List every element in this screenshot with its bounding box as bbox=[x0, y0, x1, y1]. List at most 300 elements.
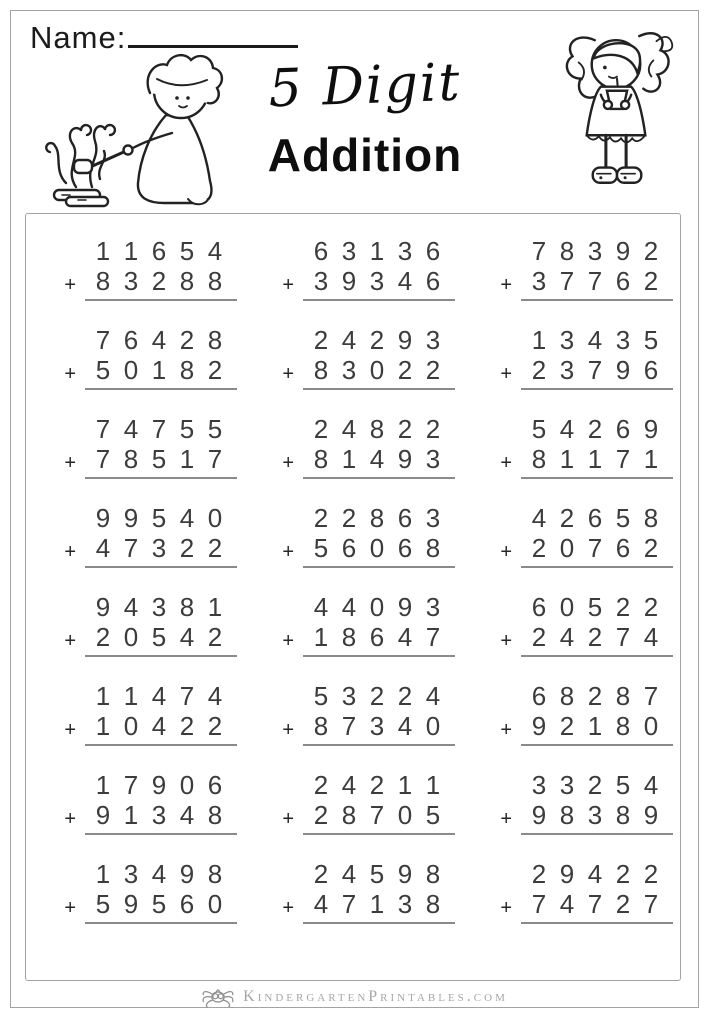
bottom-row bbox=[489, 800, 673, 835]
addition-problem bbox=[489, 770, 673, 835]
digit: 1 bbox=[425, 770, 441, 800]
digit: 3 bbox=[369, 711, 385, 741]
digit: 9 bbox=[397, 859, 413, 889]
plus-sign: + bbox=[282, 540, 294, 563]
digit: 2 bbox=[559, 711, 575, 741]
digit: 7 bbox=[643, 889, 659, 919]
digit: 9 bbox=[95, 592, 111, 622]
digit: 0 bbox=[207, 503, 223, 533]
digit: 9 bbox=[397, 325, 413, 355]
digit: 9 bbox=[95, 503, 111, 533]
digit: 2 bbox=[179, 533, 195, 563]
digit: 2 bbox=[397, 414, 413, 444]
digit: 4 bbox=[313, 889, 329, 919]
digit: 4 bbox=[151, 859, 167, 889]
addition-problem bbox=[489, 325, 673, 390]
bottom-addend bbox=[521, 889, 673, 924]
bottom-addend bbox=[303, 444, 455, 479]
digit: 9 bbox=[95, 800, 111, 830]
digit: 1 bbox=[123, 681, 139, 711]
digit: 4 bbox=[341, 770, 357, 800]
digit: 2 bbox=[643, 592, 659, 622]
digit: 2 bbox=[425, 414, 441, 444]
bottom-addend bbox=[303, 266, 455, 301]
digit: 6 bbox=[425, 266, 441, 296]
digit: 7 bbox=[615, 444, 631, 474]
plus-sign: + bbox=[64, 273, 76, 296]
bottom-addend bbox=[85, 622, 237, 657]
digit: 2 bbox=[615, 592, 631, 622]
digit: 2 bbox=[643, 533, 659, 563]
plus-sign: + bbox=[500, 540, 512, 563]
top-addend bbox=[53, 770, 237, 800]
digit: 2 bbox=[313, 414, 329, 444]
addition-problem bbox=[489, 236, 673, 301]
digit: 1 bbox=[397, 770, 413, 800]
digit: 7 bbox=[587, 355, 603, 385]
digit: 2 bbox=[369, 770, 385, 800]
digit: 6 bbox=[531, 681, 547, 711]
digit: 3 bbox=[425, 325, 441, 355]
digit: 8 bbox=[615, 711, 631, 741]
digit: 5 bbox=[95, 889, 111, 919]
digit: 2 bbox=[587, 681, 603, 711]
digit: 8 bbox=[615, 800, 631, 830]
digit: 0 bbox=[559, 592, 575, 622]
addition-problem bbox=[53, 325, 237, 390]
bottom-row bbox=[271, 444, 455, 479]
digit: 3 bbox=[151, 533, 167, 563]
digit: 4 bbox=[587, 325, 603, 355]
digit: 3 bbox=[615, 325, 631, 355]
plus-sign: + bbox=[282, 629, 294, 652]
digit: 9 bbox=[559, 859, 575, 889]
digit: 4 bbox=[559, 889, 575, 919]
digit: 3 bbox=[559, 770, 575, 800]
digit: 1 bbox=[587, 444, 603, 474]
plus-sign: + bbox=[500, 273, 512, 296]
digit: 0 bbox=[397, 800, 413, 830]
digit: 8 bbox=[341, 800, 357, 830]
digit: 0 bbox=[643, 711, 659, 741]
addition-problem bbox=[271, 414, 455, 479]
digit: 2 bbox=[369, 325, 385, 355]
bottom-addend bbox=[85, 355, 237, 390]
bottom-row bbox=[271, 711, 455, 746]
plus-sign: + bbox=[64, 718, 76, 741]
digit: 4 bbox=[643, 770, 659, 800]
digit: 8 bbox=[559, 681, 575, 711]
digit: 5 bbox=[151, 444, 167, 474]
digit: 4 bbox=[207, 236, 223, 266]
addition-problem bbox=[271, 503, 455, 568]
digit: 2 bbox=[313, 503, 329, 533]
digit: 1 bbox=[95, 236, 111, 266]
digit: 2 bbox=[587, 770, 603, 800]
digit: 4 bbox=[151, 711, 167, 741]
bottom-addend bbox=[85, 533, 237, 568]
digit: 9 bbox=[643, 414, 659, 444]
top-addend bbox=[53, 859, 237, 889]
digit: 1 bbox=[95, 711, 111, 741]
top-addend bbox=[271, 592, 455, 622]
digit: 1 bbox=[95, 859, 111, 889]
digit: 2 bbox=[313, 770, 329, 800]
digit: 7 bbox=[123, 770, 139, 800]
digit: 4 bbox=[397, 266, 413, 296]
digit: 1 bbox=[151, 355, 167, 385]
digit: 3 bbox=[587, 236, 603, 266]
digit: 2 bbox=[397, 681, 413, 711]
digit: 5 bbox=[313, 533, 329, 563]
addition-problem bbox=[271, 592, 455, 657]
digit: 5 bbox=[369, 859, 385, 889]
digit: 1 bbox=[313, 622, 329, 652]
digit: 5 bbox=[151, 503, 167, 533]
digit: 6 bbox=[369, 622, 385, 652]
digit: 8 bbox=[95, 266, 111, 296]
digit: 8 bbox=[531, 444, 547, 474]
digit: 4 bbox=[179, 503, 195, 533]
digit: 0 bbox=[559, 533, 575, 563]
bottom-row bbox=[271, 533, 455, 568]
digit: 5 bbox=[95, 355, 111, 385]
bottom-addend bbox=[85, 266, 237, 301]
digit: 7 bbox=[643, 681, 659, 711]
spider-icon bbox=[201, 985, 235, 1009]
digit: 9 bbox=[123, 503, 139, 533]
digit: 2 bbox=[643, 236, 659, 266]
bottom-row bbox=[489, 889, 673, 924]
digit: 3 bbox=[397, 236, 413, 266]
bottom-addend bbox=[521, 711, 673, 746]
digit: 9 bbox=[341, 266, 357, 296]
digit: 5 bbox=[207, 414, 223, 444]
digit: 4 bbox=[397, 711, 413, 741]
digit: 9 bbox=[397, 444, 413, 474]
digit: 8 bbox=[341, 622, 357, 652]
digit: 4 bbox=[643, 622, 659, 652]
top-addend bbox=[489, 236, 673, 266]
digit: 3 bbox=[151, 592, 167, 622]
digit: 5 bbox=[179, 236, 195, 266]
digit: 8 bbox=[559, 800, 575, 830]
digit: 2 bbox=[615, 859, 631, 889]
digit: 4 bbox=[341, 859, 357, 889]
bottom-row bbox=[489, 622, 673, 657]
bottom-addend bbox=[85, 444, 237, 479]
digit: 2 bbox=[531, 533, 547, 563]
digit: 5 bbox=[179, 414, 195, 444]
top-addend bbox=[489, 859, 673, 889]
digit: 6 bbox=[179, 889, 195, 919]
digit: 8 bbox=[179, 266, 195, 296]
digit: 4 bbox=[207, 681, 223, 711]
plus-sign: + bbox=[500, 718, 512, 741]
bottom-row bbox=[53, 622, 237, 657]
bottom-addend bbox=[521, 266, 673, 301]
digit: 4 bbox=[151, 325, 167, 355]
bottom-addend bbox=[303, 800, 455, 835]
digit: 1 bbox=[587, 711, 603, 741]
bottom-row bbox=[271, 889, 455, 924]
digit: 2 bbox=[313, 325, 329, 355]
plus-sign: + bbox=[500, 362, 512, 385]
digit: 8 bbox=[313, 711, 329, 741]
addition-problem bbox=[53, 770, 237, 835]
top-addend bbox=[53, 592, 237, 622]
top-addend bbox=[489, 414, 673, 444]
digit: 1 bbox=[123, 236, 139, 266]
plus-sign: + bbox=[282, 718, 294, 741]
digit: 5 bbox=[151, 889, 167, 919]
digit: 0 bbox=[369, 592, 385, 622]
digit: 5 bbox=[615, 770, 631, 800]
digit: 2 bbox=[207, 533, 223, 563]
addition-problem bbox=[489, 681, 673, 746]
bottom-row bbox=[489, 533, 673, 568]
digit: 8 bbox=[559, 236, 575, 266]
digit: 7 bbox=[179, 681, 195, 711]
digit: 3 bbox=[531, 770, 547, 800]
digit: 3 bbox=[341, 236, 357, 266]
digit: 1 bbox=[643, 444, 659, 474]
digit: 6 bbox=[643, 355, 659, 385]
digit: 2 bbox=[95, 622, 111, 652]
digit: 8 bbox=[425, 889, 441, 919]
bottom-addend bbox=[521, 622, 673, 657]
digit: 7 bbox=[587, 889, 603, 919]
top-addend bbox=[489, 325, 673, 355]
digit: 2 bbox=[425, 355, 441, 385]
digit: 4 bbox=[179, 800, 195, 830]
digit: 6 bbox=[425, 236, 441, 266]
addition-problem bbox=[53, 681, 237, 746]
top-addend bbox=[271, 681, 455, 711]
digit: 7 bbox=[207, 444, 223, 474]
digit: 0 bbox=[123, 355, 139, 385]
bottom-row bbox=[271, 355, 455, 390]
digit: 1 bbox=[95, 770, 111, 800]
plus-sign: + bbox=[282, 362, 294, 385]
girl-drink-icon bbox=[556, 24, 676, 204]
top-addend bbox=[271, 236, 455, 266]
addition-problem bbox=[271, 770, 455, 835]
digit: 8 bbox=[207, 325, 223, 355]
top-addend bbox=[271, 414, 455, 444]
digit: 2 bbox=[179, 325, 195, 355]
digit: 8 bbox=[313, 355, 329, 385]
digit: 4 bbox=[313, 592, 329, 622]
digit: 6 bbox=[397, 503, 413, 533]
digit: 8 bbox=[425, 859, 441, 889]
plus-sign: + bbox=[64, 629, 76, 652]
digit: 7 bbox=[95, 325, 111, 355]
digit: 2 bbox=[179, 711, 195, 741]
digit: 8 bbox=[313, 444, 329, 474]
digit: 4 bbox=[587, 859, 603, 889]
digit: 2 bbox=[151, 266, 167, 296]
plus-sign: + bbox=[282, 451, 294, 474]
boy-campfire-icon bbox=[38, 48, 238, 210]
plus-sign: + bbox=[500, 451, 512, 474]
digit: 3 bbox=[587, 800, 603, 830]
digit: 8 bbox=[425, 533, 441, 563]
plus-sign: + bbox=[500, 896, 512, 919]
boy-roasting-marshmallow-illustration bbox=[38, 48, 238, 210]
digit: 4 bbox=[559, 622, 575, 652]
bottom-row bbox=[53, 533, 237, 568]
digit: 6 bbox=[587, 503, 603, 533]
addition-problem bbox=[489, 592, 673, 657]
digit: 3 bbox=[341, 355, 357, 385]
bottom-row bbox=[53, 355, 237, 390]
bottom-addend bbox=[85, 800, 237, 835]
digit: 2 bbox=[207, 622, 223, 652]
bottom-row bbox=[271, 622, 455, 657]
digit: 5 bbox=[531, 414, 547, 444]
top-addend bbox=[489, 503, 673, 533]
addition-problem bbox=[489, 859, 673, 924]
digit: 0 bbox=[207, 889, 223, 919]
digit: 3 bbox=[151, 800, 167, 830]
plus-sign: + bbox=[500, 807, 512, 830]
bottom-row bbox=[53, 444, 237, 479]
bottom-row bbox=[489, 266, 673, 301]
top-addend bbox=[271, 770, 455, 800]
bottom-row bbox=[271, 800, 455, 835]
bottom-addend bbox=[303, 355, 455, 390]
digit: 2 bbox=[615, 889, 631, 919]
digit: 2 bbox=[587, 414, 603, 444]
digit: 7 bbox=[95, 414, 111, 444]
digit: 2 bbox=[313, 800, 329, 830]
addition-problem bbox=[271, 325, 455, 390]
plus-sign: + bbox=[282, 807, 294, 830]
top-addend bbox=[53, 325, 237, 355]
digit: 9 bbox=[531, 711, 547, 741]
addition-problem bbox=[53, 592, 237, 657]
digit: 3 bbox=[341, 681, 357, 711]
digit: 4 bbox=[425, 681, 441, 711]
digit: 6 bbox=[615, 266, 631, 296]
digit: 6 bbox=[341, 533, 357, 563]
bottom-addend bbox=[303, 533, 455, 568]
digit: 9 bbox=[123, 889, 139, 919]
digit: 4 bbox=[179, 622, 195, 652]
top-addend bbox=[489, 592, 673, 622]
digit: 8 bbox=[615, 681, 631, 711]
name-label: Name: bbox=[30, 20, 127, 55]
plus-sign: + bbox=[64, 896, 76, 919]
digit: 7 bbox=[123, 533, 139, 563]
digit: 2 bbox=[559, 503, 575, 533]
digit: 3 bbox=[369, 266, 385, 296]
digit: 4 bbox=[341, 325, 357, 355]
plus-sign: + bbox=[64, 451, 76, 474]
digit: 3 bbox=[559, 355, 575, 385]
bottom-addend bbox=[521, 533, 673, 568]
digit: 2 bbox=[369, 681, 385, 711]
digit: 2 bbox=[341, 503, 357, 533]
bottom-addend bbox=[85, 889, 237, 924]
girl-with-drink-illustration bbox=[556, 24, 676, 204]
bottom-row bbox=[53, 711, 237, 746]
digit: 1 bbox=[207, 592, 223, 622]
digit: 1 bbox=[341, 444, 357, 474]
digit: 3 bbox=[531, 266, 547, 296]
bottom-row bbox=[53, 889, 237, 924]
footer bbox=[0, 984, 709, 1010]
name-blank-line bbox=[128, 18, 298, 48]
digit: 6 bbox=[151, 236, 167, 266]
digit: 2 bbox=[397, 355, 413, 385]
digit: 2 bbox=[643, 859, 659, 889]
digit: 8 bbox=[207, 266, 223, 296]
bottom-addend bbox=[85, 711, 237, 746]
digit: 3 bbox=[425, 444, 441, 474]
digit: 2 bbox=[531, 622, 547, 652]
digit: 9 bbox=[397, 592, 413, 622]
bottom-addend bbox=[303, 622, 455, 657]
digit: 1 bbox=[559, 444, 575, 474]
top-addend bbox=[53, 503, 237, 533]
digit: 6 bbox=[615, 414, 631, 444]
digit: 0 bbox=[425, 711, 441, 741]
digit: 6 bbox=[397, 533, 413, 563]
digit: 2 bbox=[643, 266, 659, 296]
addition-problem bbox=[53, 859, 237, 924]
digit: 6 bbox=[313, 236, 329, 266]
top-addend bbox=[271, 503, 455, 533]
problems-box bbox=[25, 213, 681, 981]
digit: 4 bbox=[341, 414, 357, 444]
digit: 1 bbox=[531, 325, 547, 355]
plus-sign: + bbox=[282, 896, 294, 919]
digit: 7 bbox=[559, 266, 575, 296]
digit: 7 bbox=[369, 800, 385, 830]
digit: 4 bbox=[151, 681, 167, 711]
digit: 2 bbox=[531, 859, 547, 889]
bottom-row bbox=[53, 266, 237, 301]
plus-sign: + bbox=[500, 629, 512, 652]
digit: 4 bbox=[369, 444, 385, 474]
addition-problem bbox=[53, 503, 237, 568]
worksheet-title bbox=[235, 52, 495, 182]
digit: 7 bbox=[95, 444, 111, 474]
digit: 5 bbox=[643, 325, 659, 355]
addition-problem bbox=[489, 503, 673, 568]
digit: 7 bbox=[341, 889, 357, 919]
digit: 8 bbox=[207, 859, 223, 889]
digit: 2 bbox=[313, 859, 329, 889]
bottom-addend bbox=[303, 889, 455, 924]
digit: 6 bbox=[207, 770, 223, 800]
digit: 4 bbox=[341, 592, 357, 622]
addition-problem bbox=[53, 414, 237, 479]
digit: 6 bbox=[615, 533, 631, 563]
digit: 5 bbox=[615, 503, 631, 533]
plus-sign: + bbox=[64, 807, 76, 830]
digit: 4 bbox=[397, 622, 413, 652]
digit: 2 bbox=[207, 711, 223, 741]
digit: 7 bbox=[531, 236, 547, 266]
digit: 8 bbox=[207, 800, 223, 830]
title-line-2: Addition bbox=[267, 129, 463, 181]
digit: 7 bbox=[341, 711, 357, 741]
digit: 2 bbox=[587, 622, 603, 652]
addition-problem bbox=[53, 236, 237, 301]
